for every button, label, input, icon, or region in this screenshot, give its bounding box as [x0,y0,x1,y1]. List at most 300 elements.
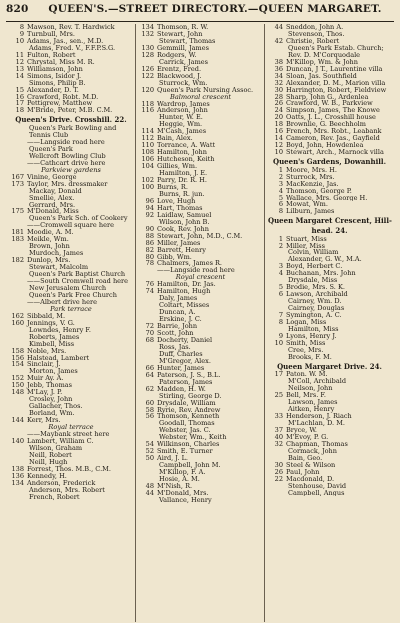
house-number: 38 [274,58,283,66]
house-number: 1 [278,166,283,174]
directory-entry [268,243,391,250]
resident-name: Wardrop, James [157,100,210,108]
directory-entry [9,208,133,215]
directory-entry-continued: Crosley, John [29,396,73,404]
directory-entry [268,413,391,420]
resident-name: Madden, H. W. [157,385,206,393]
directory-entry [268,73,391,80]
directory-entry [139,45,262,52]
house-number: 7 [278,312,283,319]
directory-entry [268,24,391,31]
directory-entry [9,313,133,320]
house-number: 56 [145,413,154,421]
directory-entry [9,417,133,424]
resident-name: Sloan, Jas. Southfield [286,72,357,80]
resident-name: Smith, Miss [286,339,326,347]
directory-entry-continued: Carrick, James [159,58,209,66]
resident-name: Laidlaw, Samuel [157,211,212,219]
directory-entry-continued: M'Lachlan, D. M. [288,419,345,427]
house-number: 16 [274,128,283,136]
directory-entry [9,348,133,355]
directory-entry-continued: Stirling, George D. [159,392,222,400]
directory-entry [268,80,391,87]
resident-name: Hutcheson, Keith [157,156,215,164]
directory-entry [268,476,391,483]
directory-entry [9,473,133,480]
directory-entry-continued: Erskine, J. C. [159,316,202,324]
directory-entry-continued: Bain, Geo. [288,454,323,462]
resident-name: Pettigrew, Matthew [27,100,93,108]
directory-entry-continued: Duff, Charles [159,350,203,358]
resident-name: Crawford, W. B., Parkview [286,100,373,108]
house-number: 134 [141,24,154,31]
house-number: 10 [15,37,24,45]
directory-entry-continued: Queen's Park Baptist Church [29,271,126,278]
directory-entry [139,254,262,261]
directory-entry [139,365,262,372]
directory-entry-continued: Stewart, Thomas [159,37,216,45]
resident-name: Hunter, James [157,364,205,372]
house-number: 18 [15,107,24,115]
house-number: 136 [11,472,24,480]
directory-entry-continued: Burns, R. jun. [159,190,205,198]
resident-name: Lambert, William C. [27,438,94,445]
house-number: 154 [11,361,24,369]
running-head: QUEEN'S.—STREET DIRECTORY.—QUEEN MARGARET. [48,3,382,15]
resident-name: Macdonald, D. [286,475,335,483]
house-number: 16 [15,93,24,101]
directory-entry-continued: New Jerusalem Church [29,284,107,292]
directory-entry [268,149,391,156]
house-number: 134 [11,479,24,487]
street-heading: Queen Margaret Drive. 24. [277,361,382,371]
directory-entry [139,156,262,163]
directory-entry [268,135,391,142]
resident-name: Gillies, Wm. [157,163,198,171]
house-number: 30 [274,461,283,469]
cross-street-note: ——Langside road here [157,267,235,275]
directory-entry-continued: Simons, Philip B. [29,79,86,87]
house-number: 106 [141,156,154,164]
directory-entry [139,142,262,149]
resident-name: Hamilton, John [157,149,207,157]
directory-entry [9,361,133,368]
directory-entry [139,66,262,73]
house-number: 156 [11,354,24,362]
resident-name: Cameron, Rev. Jas., Gayfield [286,135,380,143]
house-number: 62 [145,385,154,393]
house-number: 4 [278,187,283,195]
resident-name: Torrance, A. Watt [157,142,216,150]
directory-entry [9,236,133,243]
resident-name: Sneddon, John A. [286,24,344,31]
resident-name: Brownlie, G. Beechholm [286,121,366,129]
house-number: 96 [145,197,154,205]
resident-name: Hart, Thomas [157,204,203,212]
directory-entry [139,323,262,330]
street-heading: head. 24. [311,225,348,235]
house-number: 60 [145,399,154,407]
directory-entry-continued: Kimbell, Miss [29,340,75,348]
directory-entry [139,149,262,156]
resident-name: Jennings, V. G. [27,319,75,327]
street-heading: Queen Margaret Crescent, Hill- [268,216,392,226]
house-number: 182 [11,257,24,265]
directory-entry [139,101,262,108]
house-number: 150 [11,382,24,390]
resident-name: Brodie, Mrs. S. K. [286,284,345,292]
house-number: 70 [145,330,154,337]
directory-entry [9,382,133,389]
house-number: 74 [145,288,154,296]
directory-entry [9,38,133,45]
column-3 [264,24,393,622]
resident-name: Barrett, Henry [157,246,206,254]
resident-name: Harrington, Robert, Fieldview [286,86,387,94]
resident-name: Chapman, Thomas [286,440,348,448]
directory-entry-continued: Webster, Jas. C. [159,427,211,435]
directory-entry [139,413,262,420]
directory-entry [268,319,391,326]
directory-entry-continued: French, Robert [29,493,80,501]
resident-name: Parry, Dr. R. H. [157,177,207,184]
directory-entry [268,94,391,101]
house-number: 116 [141,107,154,115]
house-number: 66 [145,364,154,372]
house-number: 28 [274,93,283,101]
directory-entry-continued: Murdoch, James [29,250,84,258]
resident-name: M'Donald, Miss [27,208,79,216]
directory-entry-continued: Colvin, William [288,249,339,257]
resident-name: Adams, Jas., sen., M.D. [27,37,104,45]
resident-name: Stewart, John [157,30,203,38]
house-number: 130 [141,44,154,52]
directory-entry [139,107,262,114]
resident-name: Lilburn, James [286,208,335,216]
house-number: 88 [145,232,154,240]
directory-entry-continued: Stewart, Malcolm [29,264,89,272]
directory-entry [139,372,262,379]
directory-entry-continued: Lawson, James [288,399,338,407]
resident-name: Stewart, Arch., Marnock villa [286,149,384,157]
house-number: 5 [278,284,283,292]
cross-street-note: ——Cromwell square here [27,222,114,230]
directory-entry [268,100,391,107]
directory-entry-continued: Mackay, Donald [29,187,82,195]
house-number: 12 [274,142,283,150]
resident-name: Love, Hugh [157,197,196,205]
house-number: 26 [274,468,283,476]
directory-entry [9,73,133,80]
directory-entry-continued: Daly, James [159,295,198,303]
directory-entry [9,389,133,396]
house-number: 34 [274,72,283,80]
directory-entry [139,177,262,184]
house-number: 114 [141,128,154,136]
directory-entry-continued: Smellie, Alex. [29,194,75,202]
directory-entry-continued: Anderson, Mrs. Robert [29,486,105,494]
house-number: 167 [11,173,24,181]
directory-entry-continued: M'Gregor, Alex. [159,357,211,365]
house-number: 3 [278,180,283,188]
resident-name: Williamson, John [27,65,83,73]
directory-entry-continued: Gerrard, Mrs. [29,201,76,209]
directory-entry [139,455,262,462]
directory-entry-continued: Cairney, Douglas [288,305,345,313]
resident-name: Gemmill, James [157,44,209,52]
resident-name: Christie, Robert [286,37,340,45]
house-number: 14 [15,72,24,80]
house-number: 100 [141,183,154,191]
directory-entry-continued: Roberts, James [29,333,80,341]
cross-street-note: ——Langside road here [27,138,105,146]
resident-name: Chrystal, Miss M. R. [27,58,95,66]
house-number: 54 [145,441,154,449]
directory-entry-continued: Adams, Fred. V., F.F.P.S.G. [29,44,116,52]
house-number: 183 [11,236,24,244]
directory-entry [268,181,391,188]
resident-name: Ryrie, Rev. Andrew [157,406,221,414]
directory-entry [268,441,391,448]
resident-name: M'Bride, Peter, M.B. C.M. [27,107,113,115]
directory-entry-continued: Borland, Wm. [29,410,75,418]
resident-name: Sturrock, Mrs. [286,173,335,181]
directory-entry [139,198,262,205]
house-number: 42 [274,37,283,45]
directory-entry-continued: Wilson, Graham [29,444,83,452]
house-number: 15 [15,86,24,94]
resident-name: MacKenzie, Jas. [286,180,339,188]
house-number: 175 [11,208,24,216]
house-number: 122 [141,72,154,80]
house-number: 8 [19,24,24,31]
directory-entry-continued: Lowndes, Henry F. [29,326,92,334]
house-number: 18 [274,121,283,129]
directory-entry [9,31,133,38]
resident-name: Hamilton, Hugh [157,288,211,296]
resident-name: Gibb, Wm. [157,253,192,261]
house-number: 158 [11,347,24,355]
house-number: 22 [274,475,283,483]
house-number: 37 [274,426,283,434]
resident-name: Lyons, Henry J. [286,332,337,340]
resident-name: Oatts, J. L., Crosshill house [286,114,376,122]
directory-entry [9,100,133,107]
directory-entry [9,66,133,73]
resident-name: Smith, E. Turner [157,448,213,456]
house-number: 140 [11,438,24,445]
house-number: 162 [11,312,24,320]
house-number: 112 [141,135,154,143]
resident-name: Crawford, Robt. M.D. [27,93,99,101]
resident-name: Muir Ay. A. [27,375,64,383]
column-1 [6,24,135,622]
house-number: 10 [274,149,283,157]
resident-name: Simons, Isidor J. [27,72,82,80]
house-number: 48 [145,483,154,490]
house-number: 1 [278,235,283,243]
resident-name: Blackwood, J. [157,72,202,80]
resident-name: Forrest, Thos. M.B., C.M. [27,465,111,473]
directory-entry-continued: Wellcroft Bowling Club [29,152,106,160]
house-number: 14 [274,135,283,143]
directory-entry-continued: Goodall, Thomas [159,420,215,428]
house-number: 152 [11,375,24,383]
directory-entry [268,142,391,149]
resident-name: M'Killop, Wm. & John [286,58,358,66]
resident-name: Buchanan, Mrs. John [286,270,356,278]
resident-name: Bryce, W. [286,426,318,434]
directory-entry-continued: Rev. D. M'Corquodale [288,51,361,59]
directory-entry [268,114,391,121]
directory-entry [139,163,262,170]
house-number: 173 [11,180,24,188]
directory-entry-continued: Vallance, Henry [159,496,212,504]
resident-name: Stuart, Miss [286,235,327,243]
resident-name: French, Mrs. Robt., Leabank [286,128,382,136]
resident-name: Kerr, Mrs. [27,417,61,425]
house-number: 25 [274,392,283,400]
directory-entry [139,247,262,254]
resident-name: Scott, John [157,330,194,337]
house-number: 36 [274,65,283,73]
directory-entry [139,73,262,80]
directory-entry [139,240,262,247]
directory-entry-continued: Hamilton, J. E. [159,170,208,178]
resident-name: Rodgers, W. [157,51,197,59]
resident-name: Paterson, J. S., B.L. [157,371,221,379]
resident-name: Simpson, James, The Knowe [286,107,380,115]
directory-entry [268,284,391,291]
house-number: 58 [145,406,154,414]
column-2 [135,24,264,622]
resident-name: Symington, A. C. [286,312,342,319]
house-number: 6 [278,291,283,299]
directory-entry [268,87,391,94]
resident-name: Vinine, George [27,173,77,181]
resident-name: Burns, R. [157,183,188,191]
directory-entry [268,38,391,45]
resident-name: Duncan, J T., Laurentine villa [286,65,383,73]
directory-entry [139,24,262,31]
house-number: 50 [145,455,154,463]
resident-name: Mowat, Wm. [286,201,328,209]
terrace-subheading: Royal terrace [48,424,94,432]
resident-name: Halstead, Lambert [27,354,90,362]
directory-entry-continued: Hunter, W. E. [159,114,203,122]
house-number: 32 [274,440,283,448]
resident-name: Boyd, John, Howdenlea [286,142,364,150]
house-number: 3 [278,263,283,271]
house-number: 92 [145,211,154,219]
directory-entry-continued: Heggie, Wm. [159,121,203,129]
house-number: 24 [274,107,283,115]
directory-entry [9,174,133,181]
directory-entry [268,392,391,399]
cross-street-note: ——Maybank street here [27,431,110,439]
house-number: 86 [145,239,154,247]
resident-name: Paul, John [286,468,320,476]
directory-entry-continued: Brown, John [29,243,70,251]
directory-entry [268,59,391,66]
directory-entry-continued: Sturrock, Wm. [159,79,208,87]
house-number: 181 [11,229,24,237]
house-number: 94 [145,204,154,212]
directory-entry-continued: Ross, Jas. [159,343,191,351]
directory-entry-continued: Queen's Park Sch. of Cookery [29,215,128,223]
house-number: 5 [278,194,283,202]
house-number: 78 [145,260,154,268]
directory-entry [139,448,262,455]
resident-name: Taylor, Mrs. dressmaker [27,180,108,188]
house-number: 17 [15,100,24,108]
directory-columns [6,24,394,622]
house-number: 17 [274,371,283,379]
resident-name: Moodie, A. M. [27,229,74,237]
directory-entry [9,52,133,59]
house-number: 11 [15,51,24,59]
directory-entry-continued: Brooks, F. M. [288,353,332,361]
directory-entry [139,212,262,219]
directory-entry-continued: Hosie, A. M. [159,476,200,483]
resident-name: Cook, Rev. John [157,225,209,233]
house-number: 30 [274,86,283,94]
terrace-subheading: Royal crescent [175,274,226,282]
directory-entry-continued: Neill, Hugh [29,458,68,466]
directory-entry [268,208,391,215]
directory-entry [139,337,262,344]
directory-entry [9,94,133,101]
directory-entry-continued: Queen's Park Bowling and [29,124,117,132]
house-number: 44 [145,489,154,497]
resident-name: Anderson, Frederick [27,479,96,487]
directory-entry [139,205,262,212]
resident-name: Moore, Mrs. H. [286,166,337,174]
directory-entry [9,466,133,473]
resident-name: M'Nish, R. [157,483,193,490]
house-number: 4 [278,270,283,278]
house-number: 8 [278,208,283,216]
directory-entry [268,236,391,243]
directory-entry-continued: Neill, Robert [29,451,72,459]
house-number: 160 [11,319,24,327]
directory-entry [268,270,391,277]
directory-entry [9,480,133,487]
house-number: 76 [145,281,154,289]
house-number: 9 [278,332,283,340]
cross-street-note: ——South Cromwell road here [27,278,129,285]
directory-entry [139,135,262,142]
house-number: 104 [141,163,154,171]
house-number: 126 [141,65,154,73]
resident-name: Wallace, Mrs. George H. [286,194,368,202]
street-heading: Queen's Gardens, Dowanhill. [272,157,387,167]
street-heading: Queen's Drive. Crosshill. 22. [15,115,127,125]
house-number: 52 [145,448,154,456]
directory-entry [139,441,262,448]
directory-entry-continued: Campbell, Angus [288,489,345,497]
directory-entry [139,128,262,135]
directory-entry-continued: Drysdale, Miss [288,277,338,285]
resident-name: Aird, J. L. [157,455,189,463]
house-number: 72 [145,323,154,331]
directory-entry [268,195,391,202]
house-number: 82 [145,246,154,254]
resident-name: Kennedy, H. [27,472,67,480]
house-number: 90 [145,225,154,233]
house-number: 80 [145,253,154,261]
house-number: 8 [278,319,283,326]
